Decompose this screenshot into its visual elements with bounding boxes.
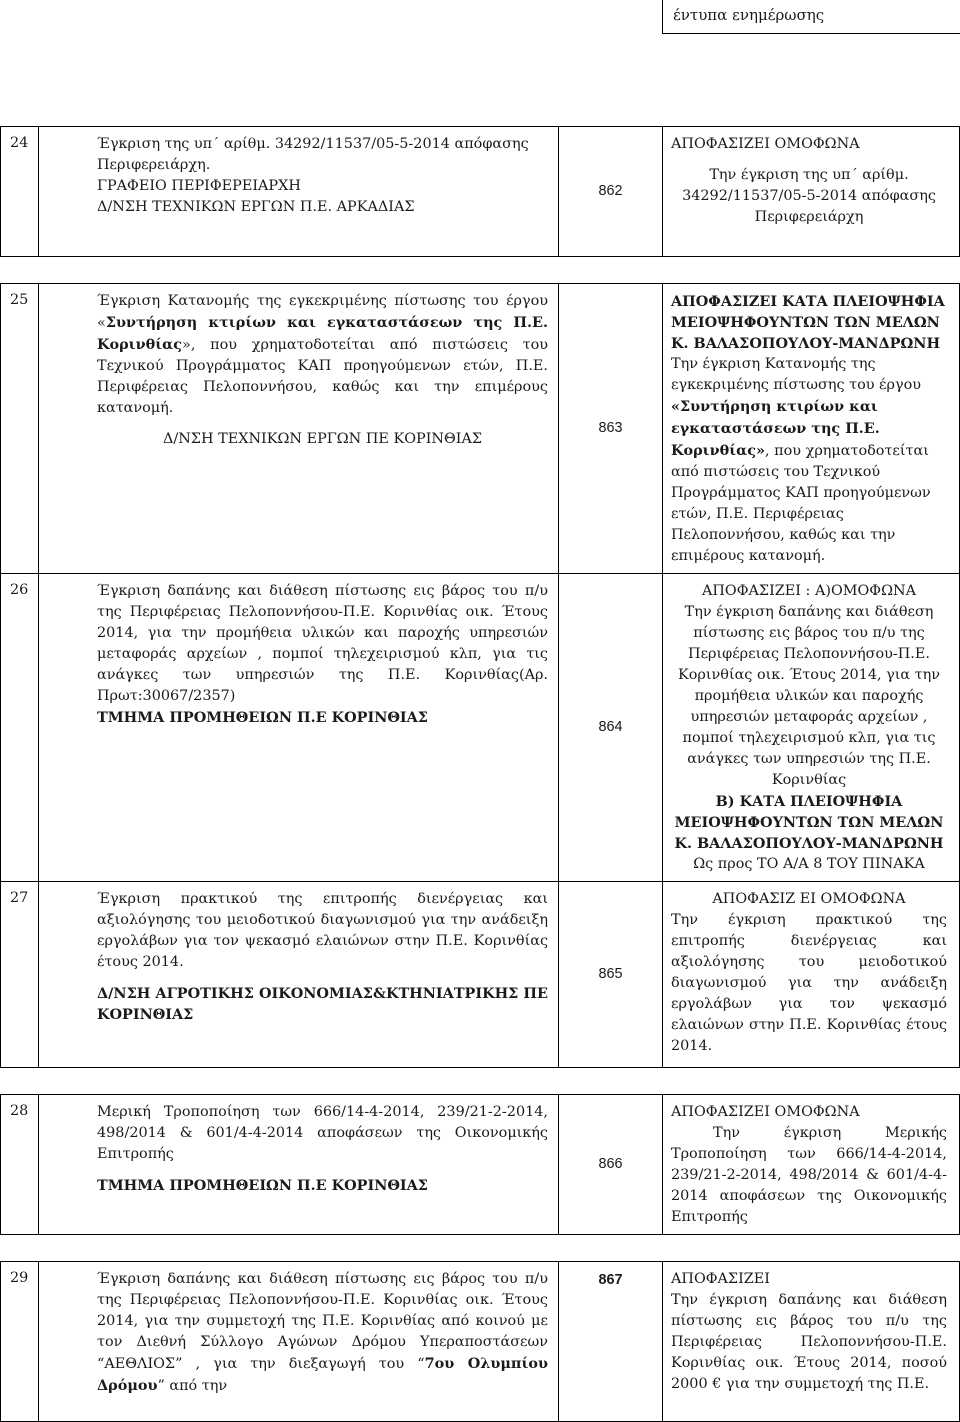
table-row <box>1 127 960 257</box>
table-row <box>1 574 960 882</box>
table-row <box>1 1262 960 1422</box>
decision-heading: ΑΠΟΦΑΣΙΖΕΙ ΚΑΤΑ ΠΛΕΙΟΨΗΦΙΑ ΜΕΙΟΨΗΦΟΥΝΤΩΝ ΤΩΝ ΜΕΛΩΝ Κ. ΒΑΛΑΣΟΠΟΥΛΟΥ-ΜΑΝΔΡΩΝΗ <box>671 293 945 352</box>
item-text-part: », που χρηματοδοτείται από πιστώσεις του Τεχνικού Προγράμματος ΚΑΠ προηγούμενων ετών, Π.Ε. Περιφέρειας Πελοποννήσου, καθώς και την επιμέρους κατανομή. <box>97 337 548 416</box>
row-decision <box>663 574 960 882</box>
decision-text: Την έγκριση δαπάνης και διάθεση πίστωσης εις βάρος του π/υ της Περιφέρειας Πελοποννήσου-Π.Ε. Κορινθίας οικ. Έτους 2014, για την προμήθεια υλικών και παροχής υπηρεσιών μεταφοράς αρχείων , πομποί τηλεχειρισμού κλπ, για τις ανάγκες των υπηρεσιών της Π.Ε. Κορινθίας <box>678 604 940 788</box>
table-row <box>1 1095 960 1235</box>
decision-heading: ΑΠΟΦΑΣΙΖΕΙ : Α)ΟΜΟΦΩΝΑ <box>701 583 917 599</box>
row-item <box>39 127 559 257</box>
decision-heading: ΑΠΟΦΑΣΙΖΕΙ ΟΜΟΦΩΝΑ <box>671 1104 860 1120</box>
decision-heading: ΑΠΟΦΑΣΙΖΕΙ ΟΜΟΦΩΝΑ <box>671 136 860 152</box>
row-decision <box>663 1262 960 1422</box>
item-department: ΓΡΑΦΕΙΟ ΠΕΡΙΦΕΡΕΙΑΡΧΗ <box>97 178 301 194</box>
header-label: έντυπα ενημέρωσης <box>673 6 825 24</box>
item-text-part: Έγκριση δαπάνης και διάθεση πίστωσης εις βάρος του π/υ της Περιφέρειας Πελοποννήσου-Π.Ε. Κορινθίας οικ. Έτους 2014, για την συμμετοχή της Π.Ε. Κορινθίας από κοινού με τον Διεθνή Σύλλογο Αγώνων Δρόμου Υπεραποστάσεων “ΑΕΘΛΙΟΣ” , για την διεξαγωγή του “ <box>97 1271 548 1372</box>
row-item <box>39 284 559 574</box>
decision-number: 867 <box>559 1262 663 1422</box>
row-item <box>39 882 559 1068</box>
row-decision <box>663 284 960 574</box>
item-department: ΤΜΗΜΑ ΠΡΟΜΗΘΕΙΩΝ Π.Ε ΚΟΡΙΝΘΙΑΣ <box>97 709 428 726</box>
row-item <box>39 1262 559 1422</box>
decision-number: 865 <box>559 882 663 1068</box>
item-text <box>97 291 548 419</box>
row-number: 27 <box>1 882 39 1068</box>
item-department: ΤΜΗΜΑ ΠΡΟΜΗΘΕΙΩΝ Π.Ε ΚΟΡΙΝΘΙΑΣ <box>97 1177 428 1194</box>
decision-text: Την έγκριση της υπ΄ αρίθμ. 34292/11537/05-5-2014 απόφασης Περιφερειάρχη <box>682 167 936 225</box>
row-decision <box>663 1095 960 1235</box>
decision-number: 864 <box>559 574 663 882</box>
decisions-table <box>0 126 960 1422</box>
decision-text: Την έγκριση Μερικής Τροποποίηση των 666/14-4-2014, 239/21-2-2014, 498/2014 & 601/4-4-2014 αποφάσεων της Οικονομικής Επιτροπής <box>671 1125 947 1225</box>
decision-text: Την έγκριση πρακτικού της επιτροπής διενέργειας και αξιολόγησης του μειοδοτικού διαγωνισμού για την ανάδειξη εργολάβων για τον ψεκασμό ελαιώνων στην Π.Ε. Κορινθίας έτους 2014. <box>671 912 947 1054</box>
item-text-bold: Συντήρηση κτιρίων και εγκαταστάσεων της Π.Ε. Κορινθίας <box>97 314 548 353</box>
row-number: 25 <box>1 284 39 574</box>
decision-text <box>671 354 947 567</box>
decision-heading: Β) ΚΑΤΑ ΠΛΕΙΟΨΗΦΙΑ ΜΕΙΟΨΗΦΟΥΝΤΩΝ ΤΩΝ ΜΕΛΩΝ Κ. ΒΑΛΑΣΟΠΟΥΛΟΥ-ΜΑΝΔΡΩΝΗ <box>674 793 944 852</box>
table-row <box>1 882 960 1068</box>
decision-heading: ΑΠΟΦΑΣΙΖ ΕΙ ΟΜΟΦΩΝΑ <box>712 891 906 907</box>
item-department: Δ/ΝΣΗ ΑΓΡΟΤΙΚΗΣ ΟΙΚΟΝΟΜΙΑΣ&ΚΤΗΝΙΑΤΡΙΚΗΣ ΠΕ ΚΟΡΙΝΘΙΑΣ <box>97 985 548 1023</box>
decision-number: 863 <box>559 284 663 574</box>
row-decision <box>663 127 960 257</box>
item-text: Έγκριση πρακτικού της επιτροπής διενέργειας και αξιολόγησης του μειοδοτικού διαγωνισμού για την ανάδειξη εργολάβων για τον ψεκασμό ελαιώνων στην Π.Ε. Κορινθίας έτους 2014. <box>97 891 548 970</box>
row-item <box>39 1095 559 1235</box>
table-row <box>1 284 960 574</box>
decision-number: 866 <box>559 1095 663 1235</box>
decision-heading: ΑΠΟΦΑΣΙΖΕΙ <box>671 1271 770 1287</box>
item-text-bold: 7ου Ολυμπίου Δρόμου <box>97 1355 548 1394</box>
item-text <box>97 1269 548 1397</box>
row-item <box>39 574 559 882</box>
row-gap <box>1 1235 960 1262</box>
decision-text-bold: «Συντήρηση κτιρίων και εγκαταστάσεων της Π.Ε. Κορινθίας» <box>671 398 880 459</box>
row-number: 26 <box>1 574 39 882</box>
row-decision <box>663 882 960 1068</box>
item-text: Έγκριση της υπ΄ αρίθμ. 34292/11537/05-5-2014 απόφασης Περιφερειάρχη. <box>97 136 529 173</box>
item-department: Δ/ΝΣΗ ΤΕΧΝΙΚΩΝ ΕΡΓΩΝ ΠΕ ΚΟΡΙΝΘΙΑΣ <box>162 431 483 447</box>
row-gap <box>1 1068 960 1095</box>
header-cell <box>662 0 960 34</box>
decision-text-part: Την έγκριση Κατανομής της εγκεκριμένης πίστωσης του έργου <box>671 356 921 393</box>
decision-text: Ως προς ΤΟ Α/Α 8 ΤΟΥ ΠΙΝΑΚΑ <box>693 856 925 872</box>
item-text-part: ” από την <box>157 1378 228 1394</box>
item-department: Δ/ΝΣΗ ΤΕΧΝΙΚΩΝ ΕΡΓΩΝ Π.Ε. ΑΡΚΑΔΙΑΣ <box>97 199 415 215</box>
item-text: Μερική Τροποποίηση των 666/14-4-2014, 239/21-2-2014, 498/2014 & 601/4-4-2014 αποφάσεων της Οικονομικής Επιτροπής <box>97 1104 548 1162</box>
row-gap <box>1 257 960 284</box>
item-text: Έγκριση δαπάνης και διάθεση πίστωσης εις βάρος του π/υ της Περιφέρειας Πελοποννήσου-Π.Ε. Κορινθίας οικ. Έτους 2014, για την προμήθεια υλικών και παροχής υπηρεσιών μεταφοράς αρχείων , πομποί τηλεχειρισμού κλπ, για τις ανάγκες των υπηρεσιών της Π.Ε. Κορινθίας(Αρ. Πρωτ:30067/2357) <box>97 583 548 704</box>
row-number: 28 <box>1 1095 39 1235</box>
decision-text-part: , που χρηματοδοτείται από πιστώσεις του Τεχνικού Προγράμματος ΚΑΠ προηγούμενων ετών, Π.Ε. Περιφέρειας Πελοποννήσου, καθώς και την επιμέρους κατανομή. <box>671 443 931 564</box>
row-number: 29 <box>1 1262 39 1422</box>
decision-text: Την έγκριση δαπάνης και διάθεση πίστωσης εις βάρος του π/υ της Περιφέρειας Πελοποννήσου-Π.Ε. Κορινθίας οικ. Έτους 2014, ποσού 2000 € για την συμμετοχή της Π.Ε. <box>671 1292 947 1392</box>
item-text-part: Έγκριση Κατανομής της εγκεκριμένης πίστωσης του έργου « <box>97 293 548 331</box>
decision-number: 862 <box>559 127 663 257</box>
row-number: 24 <box>1 127 39 257</box>
